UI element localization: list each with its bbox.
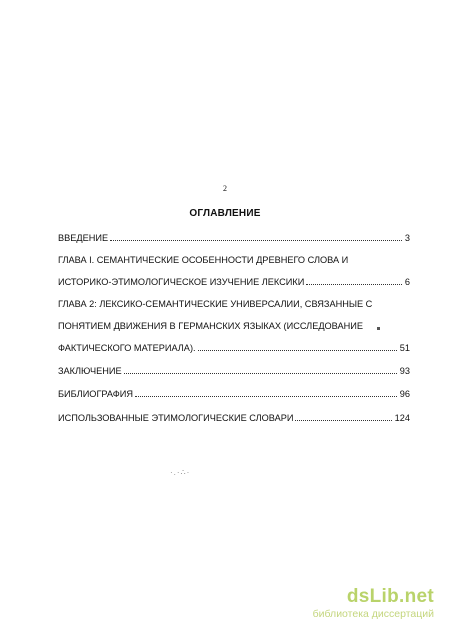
toc-entry[interactable] (58, 252, 410, 266)
toc-entry-text: ПОНЯТИЕМ ДВИЖЕНИЯ В ГЕРМАНСКИХ ЯЗЫКАХ (ИССЛЕДОВАНИЕ (58, 321, 364, 331)
watermark-logo: dsLib.net (346, 586, 434, 607)
toc-entry[interactable] (58, 274, 410, 288)
toc-entry-text: БИБЛИОГРАФИЯ (58, 389, 133, 399)
toc-entry[interactable] (58, 230, 410, 244)
toc-entry-text: ИСТОРИКО-ЭТИМОЛОГИЧЕСКОЕ ИЗУЧЕНИЕ ЛЕКСИКИ (58, 277, 305, 287)
watermark (312, 586, 434, 624)
toc-entry[interactable] (58, 363, 410, 377)
scan-speck (377, 327, 380, 330)
toc-entry-text: ВВЕДЕНИЕ (58, 233, 109, 243)
toc-entry-text: ГЛАВА 2: ЛЕКСИКО-СЕМАНТИЧЕСКИЕ УНИВЕРСАЛИИ, СВЯЗАННЫЕ С (58, 299, 373, 309)
toc-entry-page: 3 (404, 233, 410, 243)
toc-entry[interactable] (58, 340, 410, 354)
dot-leader (110, 239, 402, 241)
dot-leader (295, 419, 391, 421)
dot-leader (198, 349, 397, 351)
toc-entry-text: ФАКТИЧЕСКОГО МАТЕРИАЛА). (58, 343, 196, 353)
toc-entry[interactable] (58, 386, 410, 400)
toc-entry-page: 124 (394, 413, 410, 423)
dot-leader (135, 395, 397, 397)
toc-entry-page: 93 (399, 366, 410, 376)
toc-entry-page: 6 (404, 277, 410, 287)
dot-leader (306, 283, 402, 285)
toc-entry[interactable] (58, 410, 410, 424)
watermark-subtitle: библиотека диссертаций (312, 608, 434, 620)
toc-entry-text: ГЛАВА I. СЕМАНТИЧЕСКИЕ ОСОБЕННОСТИ ДРЕВНЕГО СЛОВА И (58, 255, 349, 265)
toc-title: ОГЛАВЛЕНИЕ (189, 208, 261, 219)
toc-entry[interactable] (58, 296, 410, 310)
page-number: 2 (223, 184, 227, 193)
toc-entry-page: 96 (399, 389, 410, 399)
toc-entry-page: 51 (399, 343, 410, 353)
scan-smudge: ·.·∴· (170, 468, 191, 477)
dot-leader (124, 372, 397, 374)
toc-entry-text: ЗАКЛЮЧЕНИЕ (58, 366, 122, 376)
toc-entry[interactable] (58, 318, 410, 332)
toc-entry-text: ИСПОЛЬЗОВАННЫЕ ЭТИМОЛОГИЧЕСКИЕ СЛОВАРИ (58, 413, 294, 423)
